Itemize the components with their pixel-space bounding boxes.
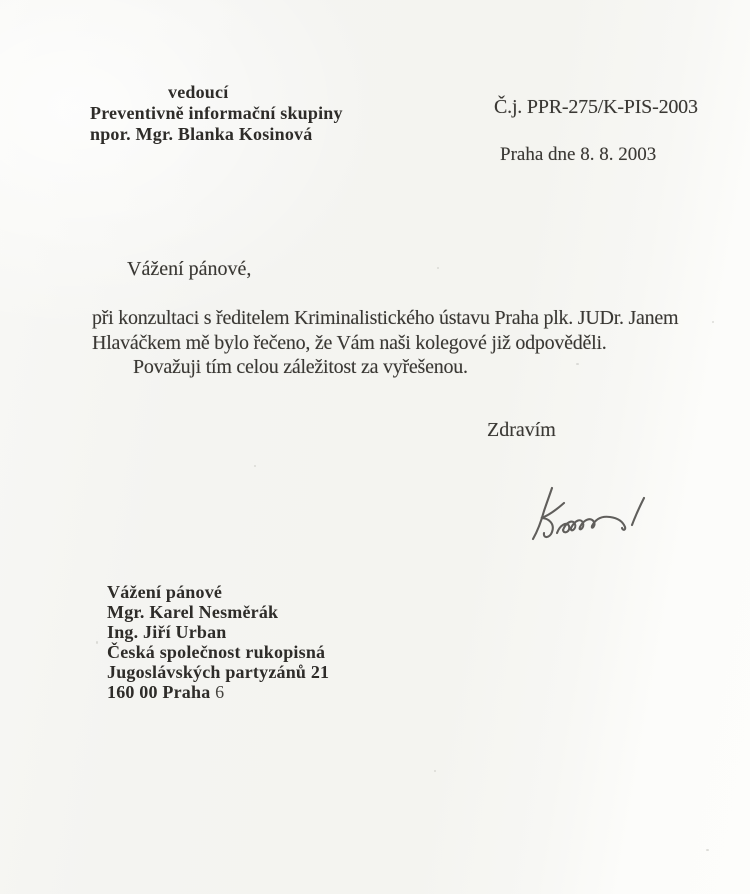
recipient-name-2: Ing. Jiří Urban: [107, 622, 227, 642]
house-number-suffix: 6: [215, 682, 225, 702]
postal-code-city: 160 00 Praha: [107, 682, 211, 702]
scan-speck: [96, 641, 98, 644]
recipient-salutation: Vážení pánové: [107, 582, 223, 602]
body-paragraph-line-1: při konzultaci s ředitelem Kriminalistického ústavu Praha plk. JUDr. Janem: [92, 307, 679, 329]
scan-speck: [712, 321, 714, 323]
letterhead-block: [90, 82, 343, 145]
scan-speck: [706, 849, 709, 851]
recipient-name-1: Mgr. Karel Nesměrák: [107, 602, 279, 622]
letterhead-officer-name: npor. Mgr. Blanka Kosinová: [90, 124, 313, 144]
recipient-organization: Česká společnost rukopisná: [107, 642, 326, 662]
closing-greeting: Zdravím: [487, 419, 556, 441]
body-paragraph-line-3: Považuji tím celou záležitost za vyřešenou.: [133, 356, 468, 378]
letterhead-title: vedoucí: [168, 82, 229, 102]
scan-speck: [437, 267, 439, 269]
body-paragraph-line-2: Hlaváčkem mě bylo řečeno, že Vám naši kolegové již odpověděli.: [92, 332, 607, 354]
place-and-date: Praha dne 8. 8. 2003: [500, 144, 657, 165]
scan-speck: [434, 770, 436, 772]
recipient-postal-line: [107, 682, 329, 702]
scan-speck: [576, 363, 579, 365]
scan-speck: [254, 465, 256, 467]
salutation: Vážení pánové,: [127, 258, 252, 280]
recipient-street: Jugoslávských partyzánů 21: [107, 662, 330, 682]
file-reference-number: Č.j. PPR-275/K-PIS-2003: [494, 96, 698, 118]
letterhead-unit: Preventivně informační skupiny: [90, 103, 343, 123]
recipient-address-block: [107, 582, 329, 702]
handwritten-signature-icon: [505, 478, 665, 553]
